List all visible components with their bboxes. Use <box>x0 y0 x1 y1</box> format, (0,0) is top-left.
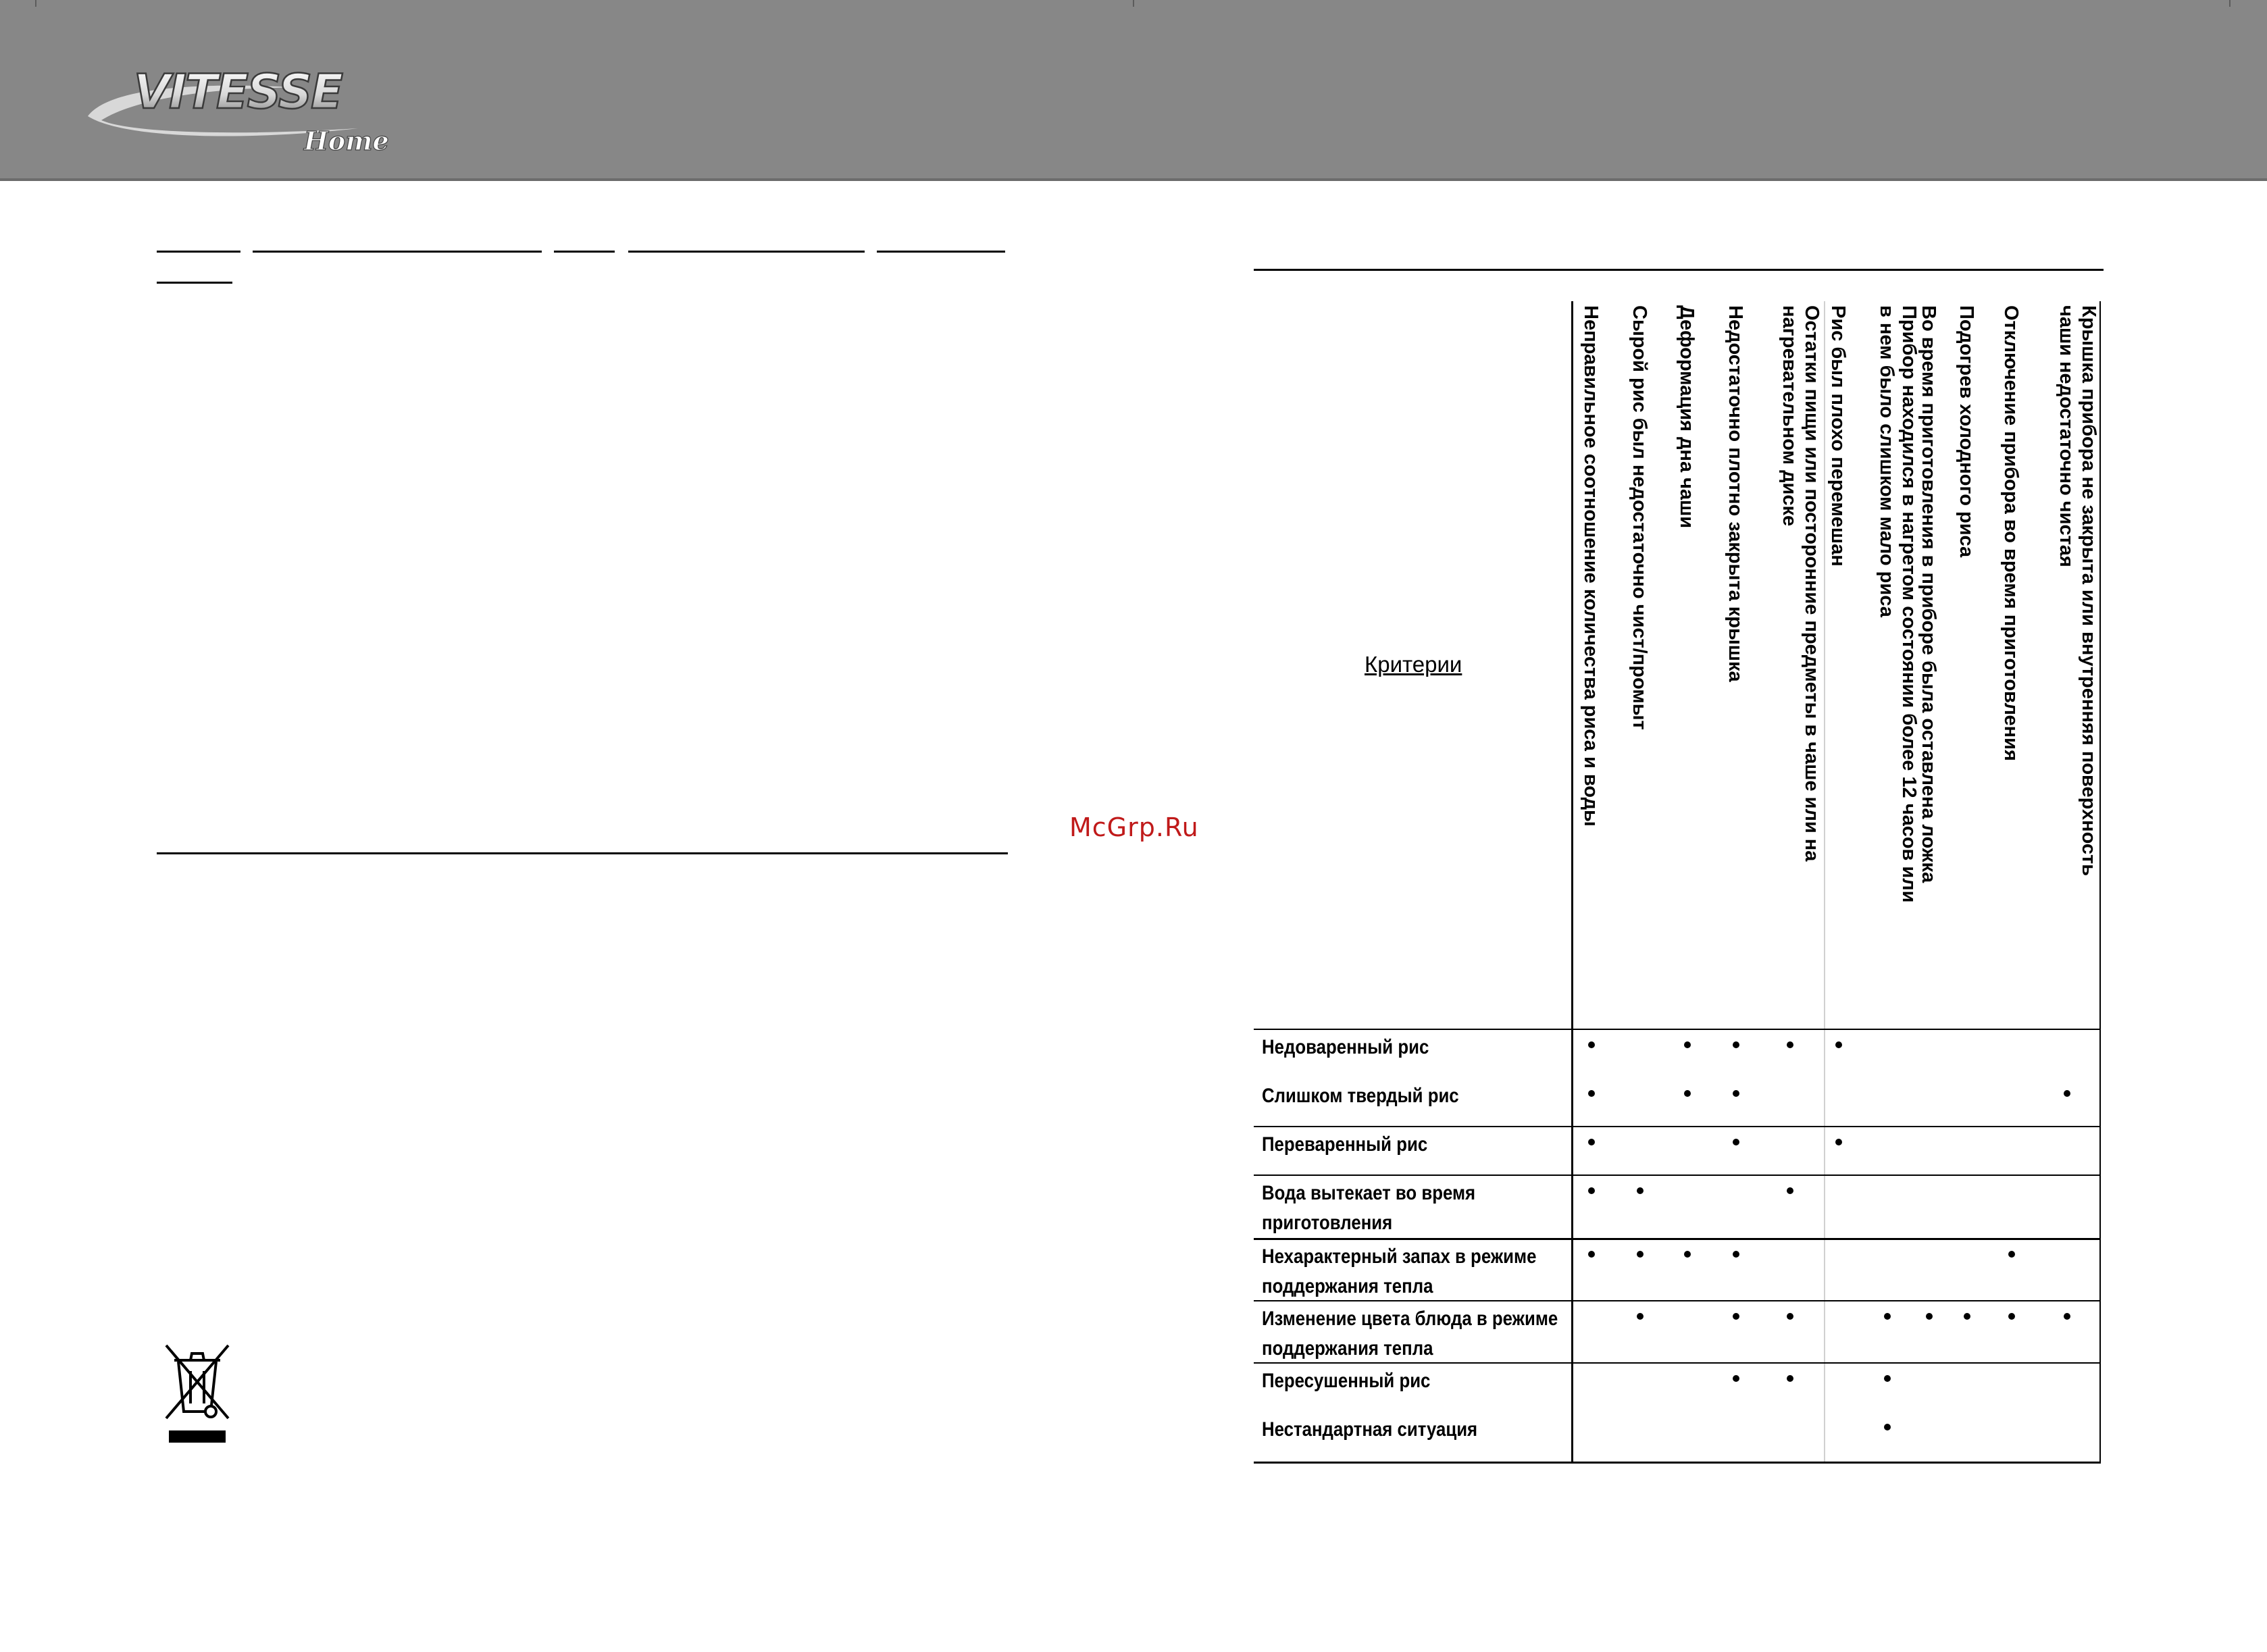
row-label: Вода вытекает во время приготовления <box>1262 1182 1476 1234</box>
crop-mark <box>2229 0 2231 7</box>
criteria-mark <box>1835 1139 1842 1145</box>
column-header-5: Прибор находился в нагретом состоянии более 12 часов или в нем было слишком мало риса <box>1876 305 1920 903</box>
criteria-mark <box>1733 1251 1739 1258</box>
watermark: McGrp.Ru <box>1069 812 1199 842</box>
criteria-mark <box>1733 1313 1739 1320</box>
crop-mark <box>1133 0 1134 7</box>
criteria-mark <box>1787 1041 1793 1048</box>
column-header-9: Деформация дна чаши <box>1676 305 1698 529</box>
logo-sub: Home <box>304 126 389 156</box>
criteria-mark <box>2064 1090 2070 1097</box>
text-underline <box>157 282 232 284</box>
criteria-mark <box>1884 1424 1891 1430</box>
criteria-mark <box>1733 1041 1739 1048</box>
criteria-mark <box>1787 1375 1793 1382</box>
text-underline <box>253 251 542 253</box>
criteria-mark <box>1835 1041 1842 1048</box>
table-bottom-rule <box>1254 1462 2101 1464</box>
row-label: Недоваренный рис <box>1262 1036 1429 1058</box>
header-band <box>0 0 2267 181</box>
row-label: Нехарактерный запах в режиме поддержания тепла <box>1262 1245 1537 1297</box>
row-rule <box>1254 1029 2101 1030</box>
criteria-mark <box>1684 1090 1691 1097</box>
criteria-mark <box>1964 1313 1970 1320</box>
criteria-mark <box>1884 1375 1891 1382</box>
text-underline <box>157 251 240 253</box>
text-underline <box>628 251 865 253</box>
criteria-mark <box>1733 1375 1739 1382</box>
criteria-mark <box>1588 1041 1595 1048</box>
criteria-mark <box>1733 1139 1739 1145</box>
criteria-mark <box>1637 1313 1644 1320</box>
table-right-edge <box>2099 301 2101 1463</box>
criteria-mark <box>1588 1251 1595 1258</box>
criteria-mark <box>1787 1187 1793 1194</box>
row-rule <box>1254 1238 2101 1240</box>
criteria-mark <box>1884 1313 1891 1320</box>
criteria-mark <box>1637 1187 1644 1194</box>
criteria-mark <box>1637 1251 1644 1258</box>
column-header-6: Рис был плохо перемешан <box>1827 305 1849 567</box>
text-underline <box>554 251 615 253</box>
column-header-1: Крышка прибора не закрыта или внутренняя поверхность чаши недостаточно чистая <box>2056 305 2099 877</box>
column-header-3: Подогрев холодного риса <box>1956 305 1977 558</box>
criteria-mark <box>1926 1313 1933 1320</box>
column-header-11: Неправильное соотношение количества риса и воды <box>1580 305 1602 827</box>
row-label: Пересушенный рис <box>1262 1370 1431 1392</box>
column-header-4: Во время приготовления в приборе была оставлена ложка <box>1918 305 1939 883</box>
criteria-mark <box>1787 1313 1793 1320</box>
table-divider <box>1571 301 1573 1463</box>
column-header-8: Недостаточно плотно закрыта крышка <box>1725 305 1746 682</box>
table-top-rule <box>1254 269 2104 271</box>
criteria-mark <box>2008 1251 2015 1258</box>
row-label: Изменение цвета блюда в режиме поддержания тепла <box>1262 1308 1558 1360</box>
row-label: Переваренный рис <box>1262 1133 1428 1156</box>
section-rule <box>157 852 1008 854</box>
criteria-mark <box>1684 1251 1691 1258</box>
criteria-mark <box>2064 1313 2070 1320</box>
row-label: Слишком твердый рис <box>1262 1085 1459 1107</box>
column-header-10: Сырой рис был недостаточно чист/промыт <box>1629 305 1650 730</box>
column-header-7: Остатки пищи или посторонние предметы в чаше или на нагревательном диске <box>1779 305 1823 862</box>
row-rule <box>1254 1175 2101 1176</box>
criteria-mark <box>1588 1090 1595 1097</box>
criteria-mark <box>1588 1139 1595 1145</box>
criteria-mark <box>1588 1187 1595 1194</box>
text-underline <box>877 251 1005 253</box>
criteria-mark <box>1684 1041 1691 1048</box>
crop-mark <box>35 0 36 7</box>
table-faint-divider <box>1824 301 1825 1463</box>
column-header-2: Отключение прибора во время приготовления <box>2000 305 2022 761</box>
logo-text: VITESSE <box>134 64 342 120</box>
weee-disposal-icon <box>163 1341 231 1444</box>
row-label: Нестандартная ситуация <box>1262 1418 1478 1441</box>
criteria-mark <box>1733 1090 1739 1097</box>
criteria-label: Критерии <box>1365 652 1462 677</box>
criteria-mark <box>2008 1313 2015 1320</box>
row-rule <box>1254 1126 2101 1127</box>
vitesse-home-logo <box>81 62 419 163</box>
